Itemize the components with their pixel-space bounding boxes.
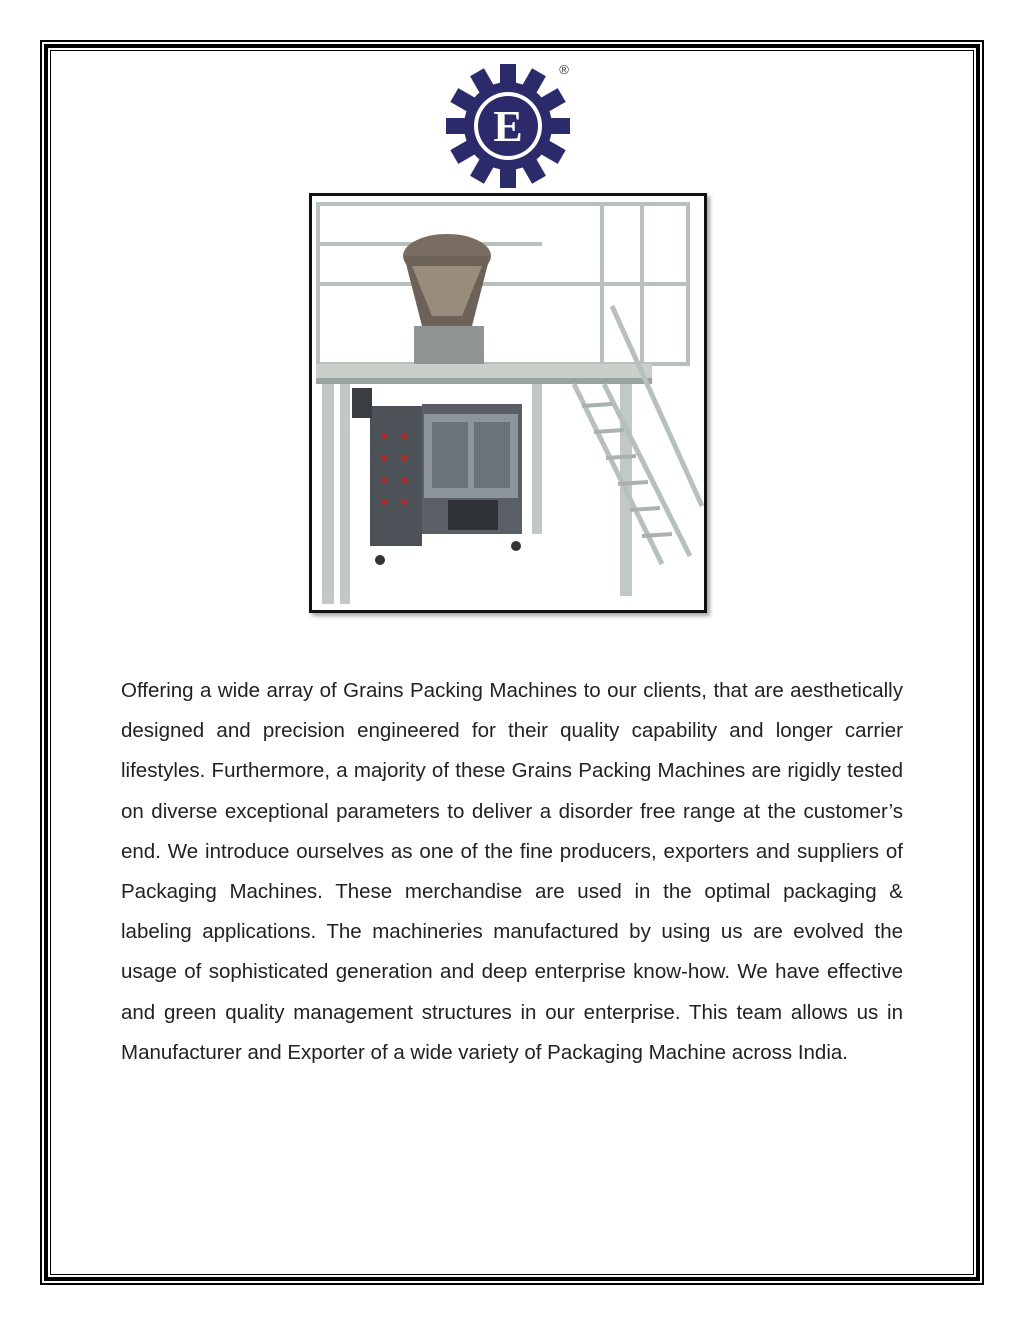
- gear-logo-icon: [440, 58, 580, 190]
- packing-machine-photo: [309, 193, 707, 613]
- logo-letter: E: [493, 102, 523, 151]
- packing-machine-image: [312, 196, 704, 610]
- registered-mark: ®: [559, 62, 569, 77]
- description-paragraph: Offering a wide array of Grains Packing Machines to our clients, that are aesthetically designed and precision engineered for their quality capability and longer carrier lifestyles. Furthermore, a majority of these Grains Packing Machines are rigidly tested on diverse exceptional parameters to deliver a disorder free range at the customer’s end. We introduce ourselves as one of the fine producers, exporters and suppliers of Packaging Machines. These merchandise are used in the optimal packaging & labeling applications. The machineries manufactured by using us are evolved the usage of sophisticated generation and deep enterprise know-how. We have effective and green quality management structures in our enterprise. This team allows us in Manufacturer and Exporter of a wide variety of Packaging Machine across India.: [121, 679, 903, 1064]
